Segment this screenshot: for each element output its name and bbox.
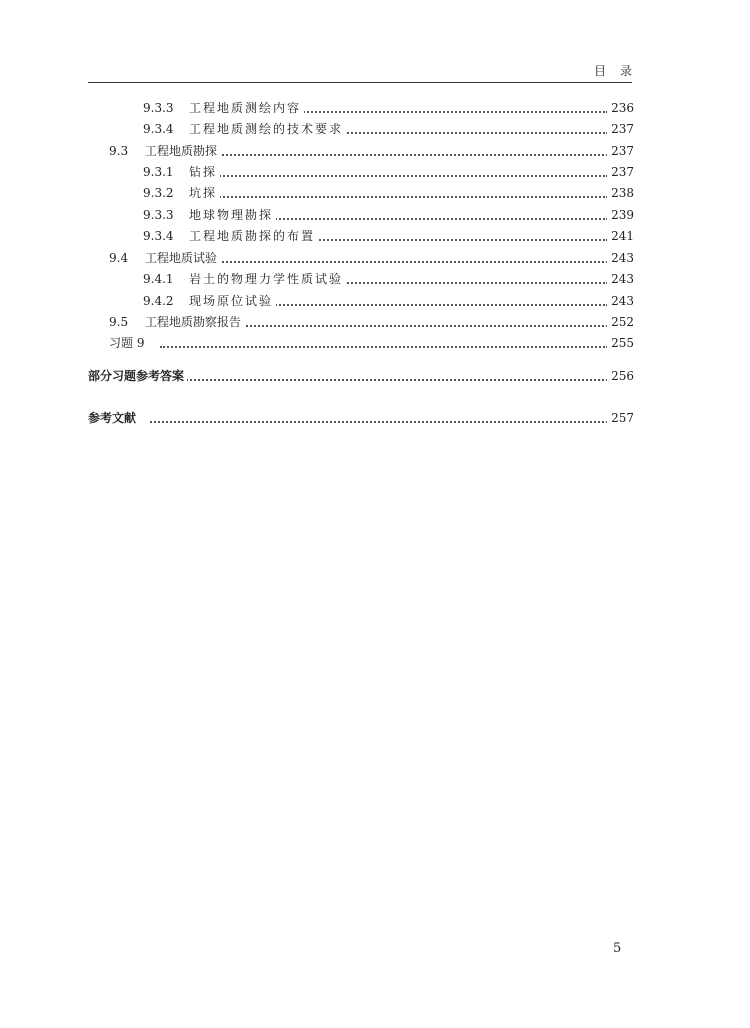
toc-entry-title: 工程地质试验 — [145, 249, 220, 267]
toc-entry-9-4-1-mechanical-tests[interactable] — [0, 270, 750, 288]
toc-entry-number: 9.3 — [109, 144, 129, 158]
toc-entry-title: 工程地质测绘的技术要求 — [189, 120, 346, 138]
toc-entry-page: 239 — [607, 206, 634, 224]
toc-entry-9-3-2-pit-exploration[interactable] — [0, 184, 750, 202]
toc-entry-page: 252 — [607, 313, 634, 331]
toc-entry-exercises-9[interactable] — [0, 334, 750, 352]
toc-entry-9-3-exploration[interactable] — [0, 142, 750, 160]
toc-entry-page: 257 — [607, 409, 634, 427]
toc-entry-9-3-3-geophysical[interactable] — [0, 206, 750, 224]
toc-entry-number: 9.3.3 — [143, 208, 174, 222]
dot-leader — [150, 421, 608, 423]
toc-entry-title: 地球物理勘探 — [189, 206, 276, 224]
toc-entry-page: 255 — [607, 334, 634, 352]
toc-entry-page: 243 — [607, 270, 634, 288]
toc-entry-number: 9.3.4 — [143, 122, 174, 136]
toc-entry-title: 工程地质勘探 — [145, 142, 220, 160]
dot-leader — [150, 379, 608, 381]
toc-entry-number: 9.3.4 — [143, 229, 174, 243]
toc-entry-number: 9.5 — [109, 315, 129, 329]
toc-entry-page: 238 — [607, 184, 634, 202]
toc-entry-page: 237 — [607, 120, 634, 138]
toc-entry-number: 9.4.1 — [143, 272, 174, 286]
toc-entry-9-5-report[interactable] — [0, 313, 750, 331]
toc-entry-title: 工程地质测绘内容 — [189, 99, 304, 117]
dot-leader — [200, 175, 608, 177]
toc-entry-title: 习题 9 — [109, 334, 147, 352]
toc-entry-number: 9.3.1 — [143, 165, 174, 179]
toc-entry-page: 241 — [607, 227, 634, 245]
toc-entry-title: 部分习题参考答案 — [88, 367, 187, 385]
toc-entry-references[interactable] — [0, 409, 750, 427]
toc-entry-9-3-4-exploration-layout[interactable] — [0, 227, 750, 245]
toc-entry-page: 237 — [607, 163, 634, 181]
toc-entry-number: 9.3.3 — [143, 101, 174, 115]
page-number: 5 — [613, 941, 622, 956]
toc-entry-9-3-3-survey-content[interactable] — [0, 99, 750, 117]
dot-leader — [160, 346, 608, 348]
running-header — [88, 64, 646, 83]
toc-entry-page: 236 — [607, 99, 634, 117]
toc-entry-9-3-4-survey-requirements[interactable] — [0, 120, 750, 138]
toc-entry-page: 243 — [607, 249, 634, 267]
toc-entry-9-4-testing[interactable] — [0, 249, 750, 267]
dot-leader — [200, 196, 608, 198]
toc-entry-title: 钻探 — [189, 163, 220, 181]
toc-entry-page: 237 — [607, 142, 634, 160]
header-title: 目录 — [593, 64, 646, 78]
toc-entry-number: 9.4 — [109, 251, 129, 265]
toc-entry-title: 岩土的物理力学性质试验 — [189, 270, 346, 288]
toc-entry-number: 9.4.2 — [143, 294, 174, 308]
toc-entry-title: 工程地质勘察报告 — [145, 313, 244, 331]
toc-entry-title: 工程地质勘探的布置 — [189, 227, 318, 245]
toc-entry-exercise-answers[interactable] — [0, 367, 750, 385]
toc-entry-title: 坑探 — [189, 184, 220, 202]
toc-entry-page: 256 — [607, 367, 634, 385]
toc-entry-page: 243 — [607, 292, 634, 310]
toc-entry-number: 9.3.2 — [143, 186, 174, 200]
toc-entry-9-3-1-drilling[interactable] — [0, 163, 750, 181]
toc-entry-title: 现场原位试验 — [189, 292, 276, 310]
toc-entry-title: 参考文献 — [88, 409, 139, 427]
toc-entry-9-4-2-in-situ-tests[interactable] — [0, 292, 750, 310]
